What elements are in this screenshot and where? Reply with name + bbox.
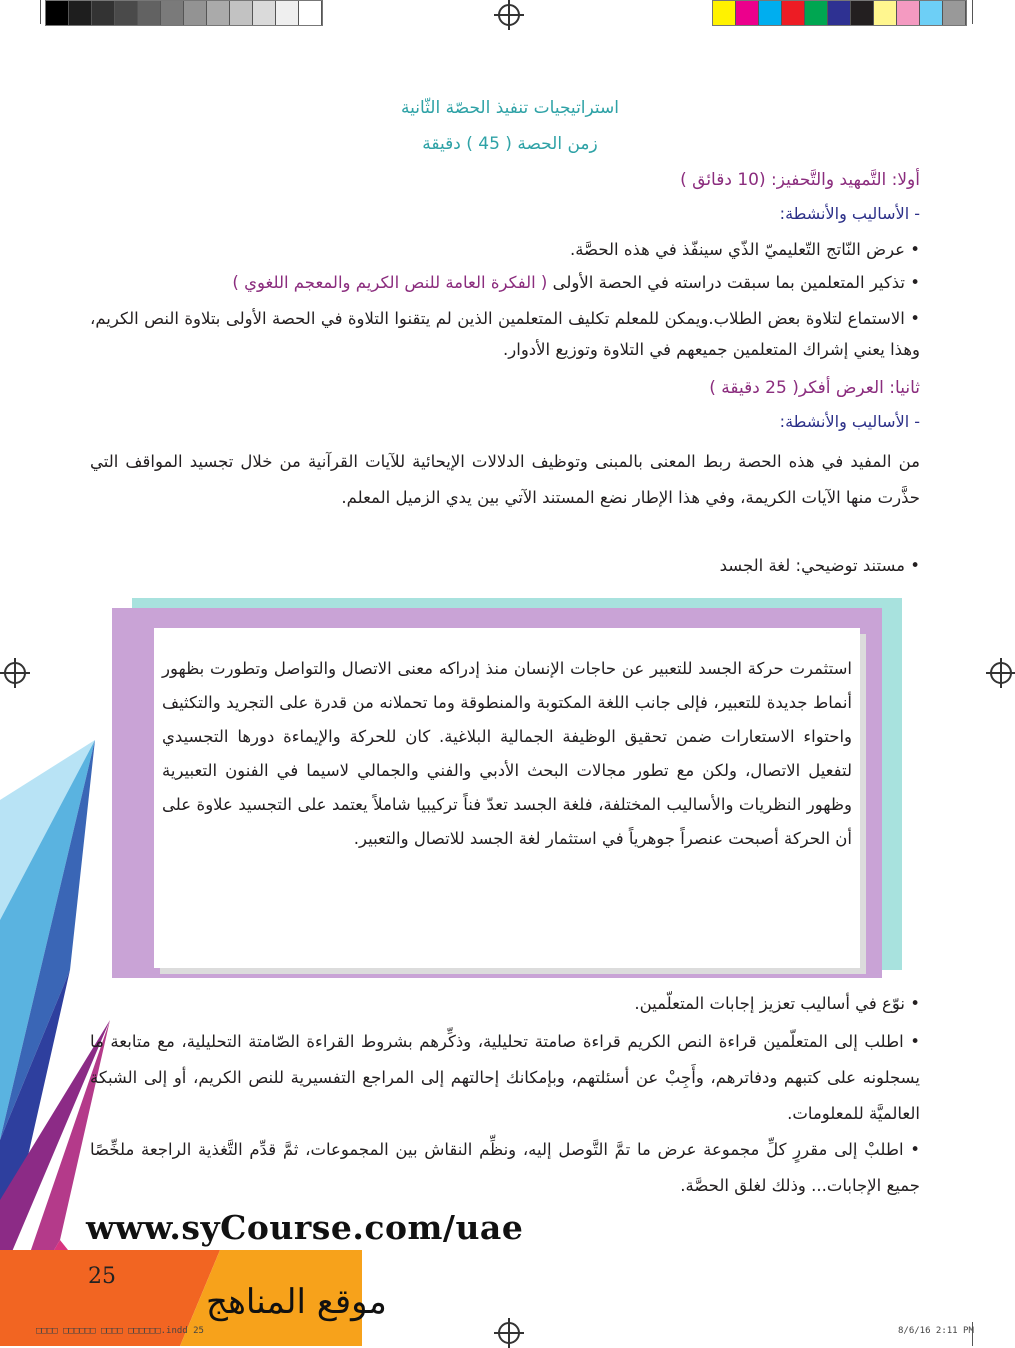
section-heading-warmup: أولا: التَّمهيد والتَّحفيز: (10 دقائق ): [680, 170, 920, 190]
methods-label: - الأساليب والأنشطة:: [779, 204, 920, 223]
methods-label: - الأساليب والأنشطة:: [779, 412, 920, 431]
lesson-duration: زمن الحصة ( 45 ) دقيقة: [422, 134, 598, 154]
site-name-logo: موقع المناهج: [206, 1282, 387, 1322]
registration-mark-icon: [498, 1322, 520, 1344]
crop-mark: [40, 0, 41, 24]
bullet-recitation: • الاستماع لتلاوة بعض الطلاب.ويمكن للمعلم تكليف المتعلمين الذين لم يتقنوا التلاوة في الحصة الأولى بتلاوة النص الكريم، وهذا يعني إشراك المتعلمين جميعهم في التلاوة وتوزيع الأدوار.: [90, 309, 920, 359]
file-slug: □□□□ □□□□□□ □□□□ □□□□□□.indd 25: [36, 1326, 204, 1336]
bullet-reminder: [90, 267, 920, 298]
page-title: استراتيجيات تنفيذ الحصّة الثّانية: [401, 98, 619, 118]
website-watermark: www.syCourse.com/uae: [86, 1208, 524, 1247]
cmyk-color-bar: [712, 0, 967, 26]
presentation-paragraph: من المفيد في هذه الحصة ربط المعنى بالمبنى وتوظيف الدلالات الإيحائية للآيات القرآنية من خلال تجسيد المواقف التي حذَّرت منها الآيات الكريمة، وفي هذا الإطار نضع المستند الآتي بين يدي الزميل المعلم.: [90, 452, 920, 507]
grayscale-color-bar: [45, 0, 323, 26]
reminder-text: • تذكير المتعلمين بما سبقت دراسته في الحصة الأولى: [552, 273, 920, 292]
print-timestamp: 8/6/16 2:11 PM: [898, 1326, 974, 1336]
registration-mark-icon: [990, 662, 1012, 684]
bullet-silent-reading: • اطلب إلى المتعلّمين قراءة النص الكريم قراءة صامتة تحليلية، وذكِّرهم بشروط القراءة الصّامتة التحليلية، مع متابعة ما يسجلونه على كتبهم ودفاترهم، وأَجِبْ عن أسئلتهم، وبإمكانك إحالتهم إلى المراجع التفسيرية للنص الكريم، أو إلى الشبكة العالميَّة للمعلومات.: [90, 1032, 920, 1123]
registration-mark-icon: [498, 4, 520, 26]
document-label: • مستند توضيحي: لغة الجسد: [719, 556, 920, 575]
crop-mark: [972, 0, 973, 24]
bullet-outcome: • عرض النّاتج التّعليميّ الذّي سينفّذ في هذه الحصَّة.: [569, 240, 920, 259]
registration-mark-icon: [4, 662, 26, 684]
section-heading-presentation: ثانيا: العرض أفكر( 25 دقيقة ): [709, 378, 920, 398]
bullet-group-presentation: • اطلبْ إلى مقررٍ كلِّ مجموعة عرض ما تمَّ التَّوصل إليه، ونظِّم النقاش بين المجموعات، ثمَّ قدِّم التَّغذية الراجعة ملخِّصًا جميع الإجابات... وذلك لغلق الحصَّة.: [90, 1140, 920, 1195]
page-number: 25: [88, 1264, 116, 1289]
reminder-topics: ( الفكرة العامة للنص الكريم والمعجم اللغوي ): [232, 273, 548, 292]
bullet-reinforcement: • نوّع في أساليب تعزيز إجابات المتعلّمين.: [634, 994, 920, 1013]
body-language-text: استثمرت حركة الجسد للتعبير عن حاجات الإنسان منذ إدراكه معنى الاتصال والتواصل وتطورت بظهور أنماط جديدة للتعبير، فإلى جانب اللغة المكتوبة والمنطوقة وما تحملانه من قدرة على التجريد والتكثيف واحتواء الاستعارات ضمن تحقيق الوظيفة الجمالية البلاغية. كان للحركة والإيماءة دورها التجسيدي لتفعيل الاتصال، ولكن مع تطور مجالات البحث الأدبي والفني والجمالي لاسيما في الفنون التعبيرية وظهور النظريات والأساليب المختلفة، فلغة الجسد تعدّ فناً تركيبيا شاملاً يعتمد على التجسيد علاوة على أن الحركة أصبحت عنصراً جوهرياً في استثمار لغة الجسد للاتصال والتعبير.: [162, 659, 852, 848]
